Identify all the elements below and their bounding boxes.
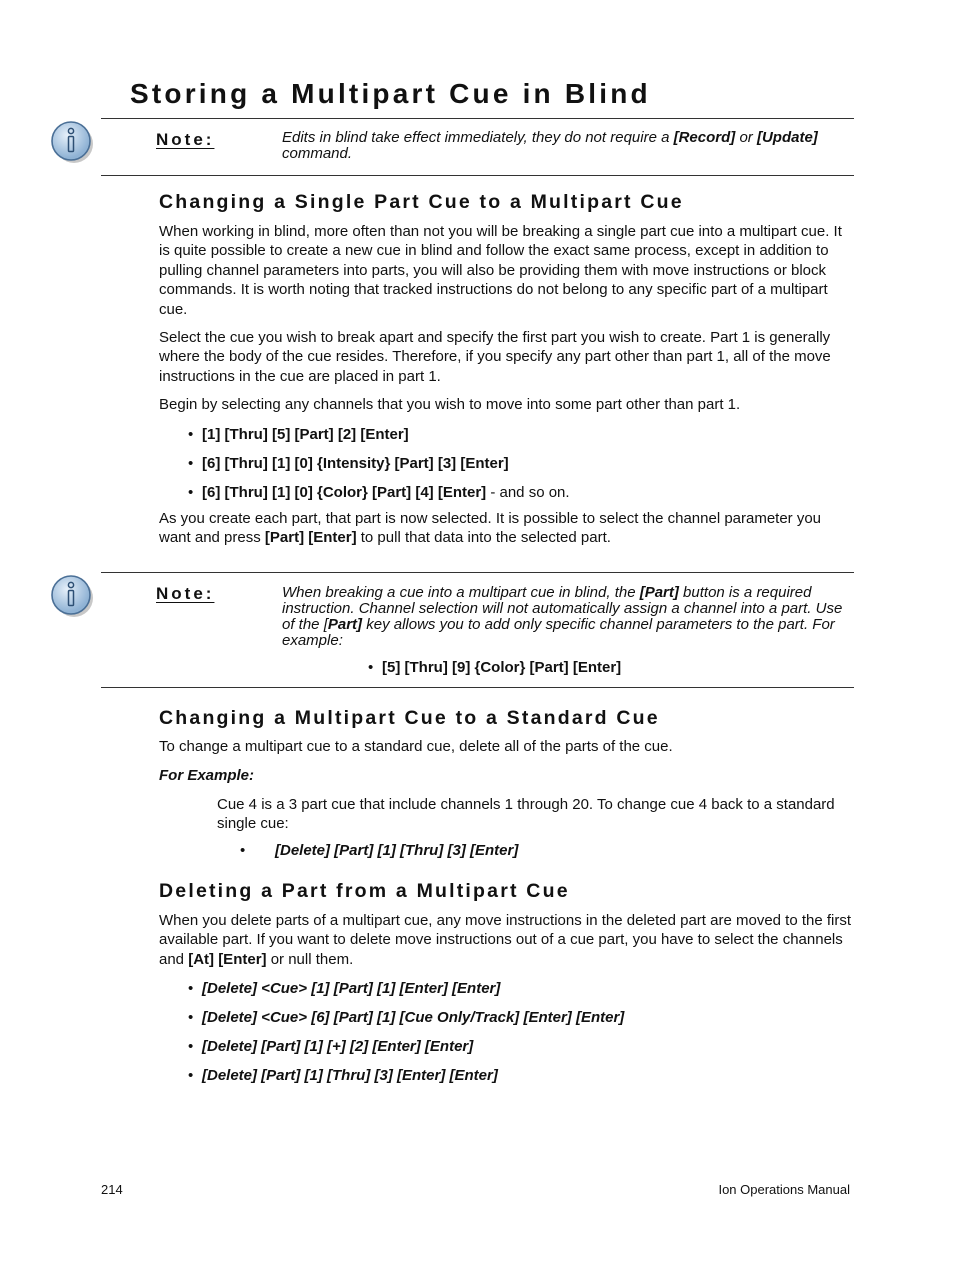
list-item: • [Delete] [Part] [1] [Thru] [3] [Enter] [Enter] (188, 1067, 498, 1084)
example-label: For Example: (159, 767, 255, 784)
note-bottom-rule (101, 175, 854, 176)
manual-title: Ion Operations Manual (718, 1182, 850, 1197)
list-item: • [1] [Thru] [5] [Part] [2] [Enter] (188, 426, 409, 443)
note-info-icon (48, 118, 96, 166)
list-item: • [Delete] <Cue> [1] [Part] [1] [Enter] [Enter] (188, 980, 501, 997)
list-item: • [6] [Thru] [1] [0] {Intensity} [Part] [3] [Enter] (188, 455, 509, 472)
note-info-icon (48, 572, 96, 620)
list-item: • [Delete] [Part] [1] [+] [2] [Enter] [Enter] (188, 1038, 474, 1055)
paragraph: To change a multipart cue to a standard cue, delete all of the parts of the cue. (159, 738, 673, 755)
list-item: • [6] [Thru] [1] [0] {Color} [Part] [4] [Enter] - and so on. (188, 484, 570, 501)
note-label: Note: (156, 130, 215, 149)
paragraph: Begin by selecting any channels that you wish to move into some part other than part 1. (159, 396, 741, 413)
note-text: When breaking a cue into a multipart cue in blind, the [Part] button is a required instruction. Channel selection will not automatically assign a channel into a part. Use of the [Part] key allows you to add only specific channel parameters to the part. For example: (282, 584, 843, 649)
note-top-rule (101, 572, 854, 573)
page-title: Storing a Multipart Cue in Blind (130, 78, 651, 109)
list-item: • [Delete] <Cue> [6] [Part] [1] [Cue Only/Track] [Enter] [Enter] (188, 1009, 625, 1026)
note-text: Edits in blind take effect immediately, they do not require a [Record] or [Update] command. (282, 129, 818, 162)
list-item: • [5] [Thru] [9] {Color} [Part] [Enter] (368, 659, 622, 676)
title-rule (101, 118, 854, 119)
note-bottom-rule (101, 687, 854, 688)
paragraph: As you create each part, that part is now selected. It is possible to select the channel parameter you want and press [Part] [Enter] to pull that data into the selected part. (159, 510, 822, 547)
paragraph: Select the cue you wish to break apart and specify the first part you wish to create. Part 1 is generally where the body of the cue resides. Therefore, if you specify any part other than part 1, all of the move instructions in the cue are placed in part 1. (159, 329, 831, 385)
paragraph: When you delete parts of a multipart cue, any move instructions in the deleted part are moved to the first available part. If you want to delete move instructions out of a cue part, you have to select the channels and [At] [Enter] or null them. (159, 912, 852, 968)
paragraph: When working in blind, more often than not you will be breaking a single part cue into a multipart cue. It is quite possible to create a new cue in blind and follow the exact same process, except in addition to pulling channel parameters into parts, you will also be providing them with move instructions or block commands. It is worth noting that tracked instructions do not belong to any specific part of a multipart cue. (159, 223, 842, 318)
list-item: • [Delete] [Part] [1] [Thru] [3] [Enter] (240, 842, 519, 859)
page-number: 214 (101, 1182, 123, 1197)
note-label: Note: (156, 584, 215, 603)
example-text: Cue 4 is a 3 part cue that include channels 1 through 20. To change cue 4 back to a standard single cue: (217, 796, 835, 833)
section-heading: Changing a Single Part Cue to a Multipart Cue (159, 191, 684, 213)
section-heading: Deleting a Part from a Multipart Cue (159, 880, 570, 902)
section-heading: Changing a Multipart Cue to a Standard Cue (159, 707, 660, 729)
